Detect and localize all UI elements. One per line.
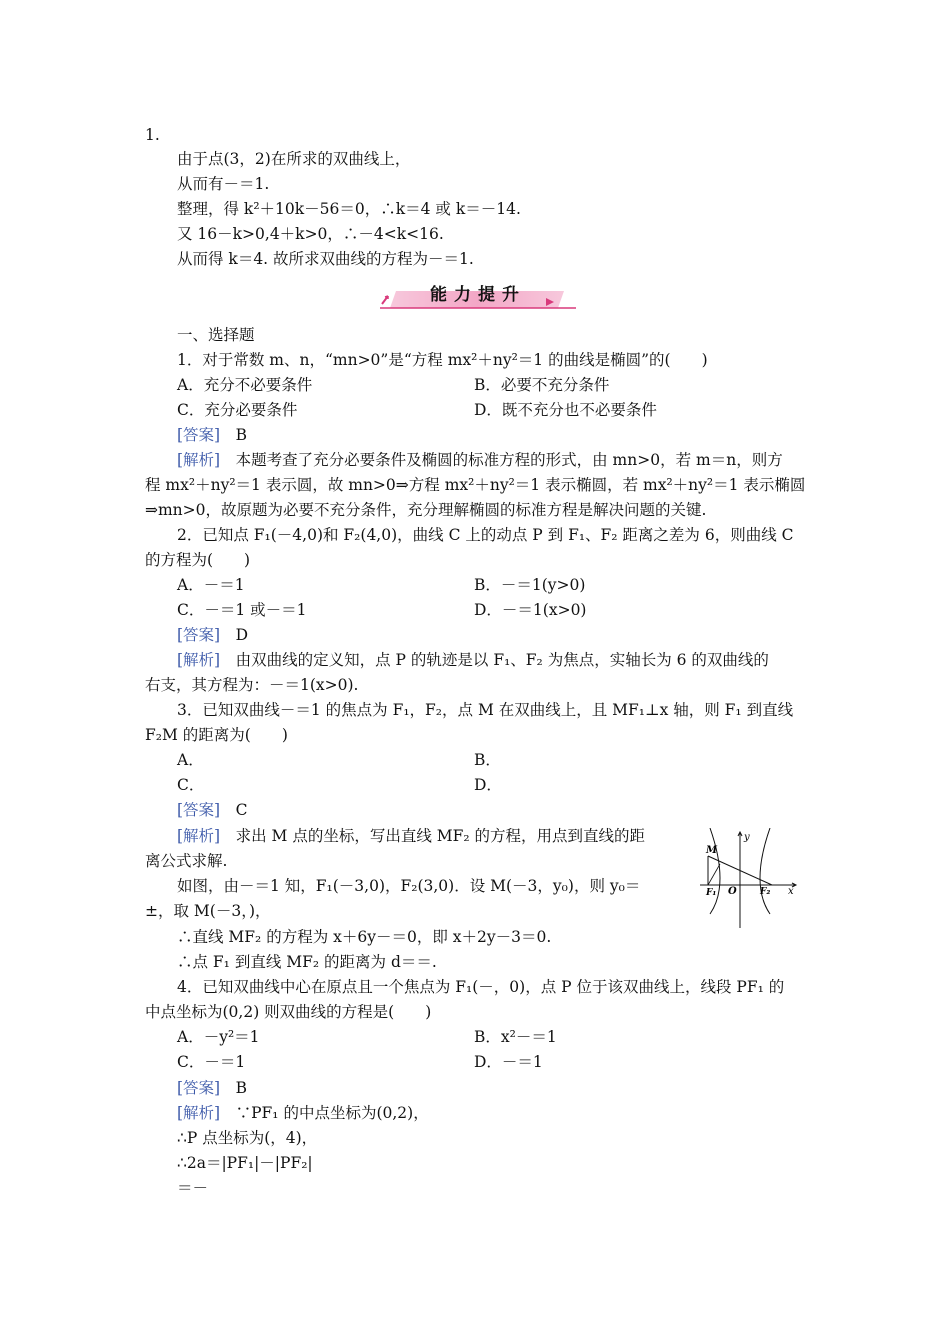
- analysis-text: ∴直线 MF₂ 的方程为 x＋6y－＝0，即 x＋2y－3＝0.: [177, 928, 552, 946]
- question-stem: 的方程为( ): [145, 551, 251, 569]
- answer-value: B: [235, 1079, 248, 1097]
- answer-tag: [答案]: [177, 801, 221, 819]
- question-stem: 3．已知双曲线－＝1 的焦点为 F₁，F₂，点 M 在双曲线上，且 MF₁⊥x 轴，则 F₁ 到直线: [177, 701, 794, 719]
- text-line: 整理，得 k²＋10k－56＝0，∴k＝4 或 k＝－14.: [177, 200, 521, 218]
- label-f2: F₂: [760, 887, 771, 897]
- analysis-tag: [解析]: [177, 827, 221, 845]
- question-stem: 中点坐标为(0,2) 则双曲线的方程是( ): [145, 1003, 432, 1021]
- analysis-text: 右支，其方程为：－＝1(x>0).: [145, 676, 359, 694]
- option-b: B．必要不充分条件: [474, 376, 610, 394]
- hyperbola-figure: [700, 828, 800, 928]
- label-m: M: [706, 845, 718, 856]
- question-stem: 1．对于常数 m、n，“mn>0”是“方程 mx²＋ny²＝1 的曲线是椭圆”的( ): [177, 351, 708, 369]
- answer-tag: [答案]: [177, 1079, 221, 1097]
- option-c: C．－＝1 或－＝1: [177, 601, 307, 619]
- label-o: O: [728, 886, 737, 897]
- analysis-text: 程 mx²＋ny²＝1 表示圆，故 mn>0⇒方程 mx²＋ny²＝1 表示椭圆，若 mx²＋ny²＝1 表示椭圆: [145, 476, 806, 494]
- analysis-text: ⇒mn>0，故原题为必要不充分条件，充分理解椭圆的标准方程是解决问题的关键.: [145, 501, 707, 519]
- answer-line: [177, 799, 248, 821]
- analysis-tag: [解析]: [177, 1104, 221, 1122]
- answer-value: D: [235, 626, 249, 644]
- analysis-text: ∴点 F₁ 到直线 MF₂ 的距离为 d＝＝.: [177, 953, 437, 971]
- option-b: B．－＝1(y>0): [474, 576, 586, 594]
- option-c: C．: [177, 776, 205, 794]
- analysis-line: [177, 649, 769, 671]
- analysis-tag: [解析]: [177, 651, 221, 669]
- option-a: A．充分不必要条件: [177, 376, 313, 394]
- label-x: x: [788, 886, 794, 897]
- option-d: D．－＝1(x>0): [474, 601, 587, 619]
- answer-line: [177, 624, 248, 646]
- analysis-text: ∴P 点坐标为(，4)，: [177, 1129, 318, 1147]
- section-banner: [378, 282, 578, 312]
- question-stem: 4．已知双曲线中心在原点且一个焦点为 F₁(－，0)，点 P 位于该双曲线上，线段 PF₁ 的: [177, 978, 785, 996]
- hyperbola-diagram: [700, 828, 800, 928]
- answer-tag: [答案]: [177, 626, 221, 644]
- option-c: C．－＝1: [177, 1053, 246, 1071]
- option-b: B．: [474, 751, 501, 769]
- option-d: D．: [474, 776, 502, 794]
- option-a: A．－y²＝1: [177, 1028, 260, 1046]
- banner-title: 能力提升: [430, 285, 526, 305]
- left-branch: [710, 828, 720, 914]
- analysis-line: [177, 449, 783, 471]
- option-b: B．x²－＝1: [474, 1028, 557, 1046]
- text-line: 由于点(3，2)在所求的双曲线上，: [177, 150, 411, 168]
- answer-line: [177, 424, 247, 446]
- analysis-text: 离公式求解.: [145, 852, 228, 870]
- option-c: C．充分必要条件: [177, 401, 298, 419]
- analysis-text: 由双曲线的定义知，点 P 的轨迹是以 F₁、F₂ 为焦点，实轴长为 6 的双曲线的: [235, 651, 769, 669]
- analysis-text: ∴2a＝|PF₁|－|PF₂|: [177, 1154, 313, 1172]
- text-line: 从而得 k＝4. 故所求双曲线的方程为－＝1.: [177, 250, 474, 268]
- option-d: D．－＝1: [474, 1053, 543, 1071]
- option-d: D．既不充分也不必要条件: [474, 401, 657, 419]
- right-branch: [760, 828, 770, 914]
- question-stem: 2．已知点 F₁(－4,0)和 F₂(4,0)，曲线 C 上的动点 P 到 F₁、F₂ 距离之差为 6，则曲线 C: [177, 526, 794, 544]
- option-a: A．: [177, 751, 204, 769]
- answer-line: [177, 1077, 247, 1099]
- answer-value: C: [235, 801, 248, 819]
- question-stem: F₂M 的距离为( ): [145, 726, 288, 744]
- answer-tag: [答案]: [177, 426, 221, 444]
- label-y: y: [744, 832, 750, 843]
- text-line: 又 16－k>0,4＋k>0，∴－4<k<16.: [177, 225, 444, 243]
- analysis-text: ±，取 M(－3，)，: [145, 902, 271, 920]
- text-line: 从而有－＝1.: [177, 175, 270, 193]
- perpendicular: [708, 864, 720, 885]
- item-number: 1.: [145, 126, 160, 144]
- analysis-text: 如图，由－＝1 知，F₁(－3,0)，F₂(3,0)．设 M(－3，y₀)，则 y₀＝: [177, 877, 641, 895]
- label-f1: F₁: [706, 888, 717, 898]
- option-a: A．－＝1: [177, 576, 245, 594]
- analysis-text: 求出 M 点的坐标，写出直线 MF₂ 的方程，用点到直线的距: [235, 827, 646, 845]
- analysis-tag: [解析]: [177, 451, 221, 469]
- analysis-line: [177, 1102, 429, 1124]
- analysis-text: ∵PF₁ 的中点坐标为(0,2)，: [235, 1104, 429, 1122]
- analysis-line: [177, 825, 645, 847]
- section-heading: 一、选择题: [177, 326, 255, 344]
- answer-value: B: [235, 426, 248, 444]
- analysis-text: ＝－: [177, 1179, 209, 1197]
- analysis-text: 本题考查了充分必要条件及椭圆的标准方程的形式，由 mn>0，若 m＝n，则方: [235, 451, 783, 469]
